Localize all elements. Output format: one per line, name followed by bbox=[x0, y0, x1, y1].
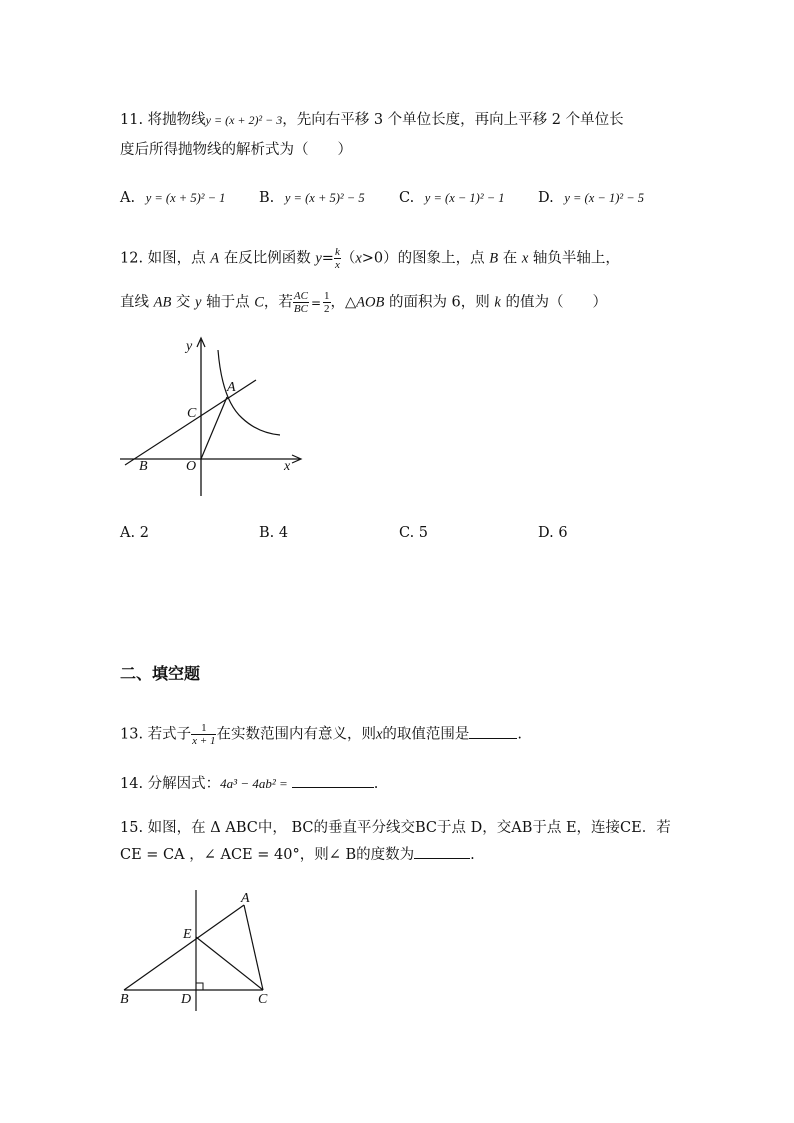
q12-option-c[interactable]: C. 5 bbox=[399, 525, 429, 541]
label-d: D bbox=[181, 992, 192, 1007]
q14-answer-blank[interactable] bbox=[292, 773, 374, 788]
label-x: x bbox=[284, 459, 291, 474]
q12-figure bbox=[110, 330, 320, 500]
q12-text: 的值为（ ） bbox=[500, 294, 607, 311]
q12-text: ，若 bbox=[263, 294, 293, 311]
fraction-denominator: x + 1 bbox=[192, 735, 216, 747]
fraction-denominator: BC bbox=[293, 303, 308, 315]
q12-point-b: B bbox=[489, 250, 499, 267]
option-expression: y = (x + 5)² − 1 bbox=[145, 191, 226, 205]
q11-line1 bbox=[120, 110, 624, 130]
option-expression: y = (x − 1)² − 1 bbox=[424, 191, 505, 205]
q12-line2 bbox=[120, 290, 607, 315]
section-title: 二、填空题 bbox=[120, 664, 201, 683]
label-e: E bbox=[183, 927, 192, 942]
q12-text: ，△ bbox=[330, 294, 357, 311]
option-expression: y = (x − 1)² − 5 bbox=[564, 191, 645, 205]
q11-option-a[interactable] bbox=[120, 188, 225, 208]
q12-text: 在 bbox=[498, 250, 522, 267]
option-expression: y = (x + 5)² − 5 bbox=[284, 191, 365, 205]
q14-expression: 4a³ − 4ab² = bbox=[220, 776, 288, 791]
label-c: C bbox=[187, 406, 197, 421]
fraction-numerator: k bbox=[334, 246, 340, 258]
q11-line2: 度后所得抛物线的解析式为（ ） bbox=[120, 142, 352, 158]
q12-text: 的面积为 6，则 bbox=[384, 294, 495, 311]
right-angle-mark bbox=[196, 983, 203, 990]
q13-fraction bbox=[191, 722, 216, 747]
option-label: D. bbox=[538, 190, 554, 206]
q15-line2 bbox=[120, 844, 475, 865]
label-c: C bbox=[258, 992, 268, 1007]
q12-var-y: y bbox=[315, 250, 322, 267]
fraction-numerator: 1 bbox=[324, 290, 330, 302]
segment-oa bbox=[201, 397, 227, 459]
q13-period: . bbox=[517, 726, 523, 743]
q12-text: 交 bbox=[171, 294, 196, 311]
q15-period: . bbox=[470, 847, 475, 863]
q12-line1 bbox=[120, 246, 620, 271]
q12-text: 在反比例函数 bbox=[219, 250, 316, 267]
q11-option-b[interactable] bbox=[259, 188, 365, 208]
q12-text: 12. 如图，点 bbox=[120, 250, 211, 267]
q12-text: 轴于点 bbox=[201, 294, 255, 311]
q12-fraction-k-over-x bbox=[334, 246, 341, 271]
q12-text: >0）的图象上，点 bbox=[361, 250, 490, 267]
q11-option-c[interactable] bbox=[399, 188, 505, 208]
q11-number-text: 11. 将抛物线 bbox=[120, 112, 206, 128]
q12-text: 直线 bbox=[120, 294, 154, 311]
fraction-numerator: 1 bbox=[191, 722, 216, 735]
q14-text: 14. 分解因式： bbox=[120, 776, 221, 792]
option-label: A. bbox=[120, 190, 136, 206]
q15-line1: 15. 如图，在 Δ ABC中， BC的垂直平分线交BC于点 D，交AB于点 E，连接CE．若 bbox=[120, 820, 671, 836]
q12-text: 轴负半轴上， bbox=[528, 250, 620, 267]
label-o: O bbox=[186, 459, 197, 474]
q12-var-y: y bbox=[195, 294, 202, 311]
label-a: A bbox=[227, 380, 236, 395]
q15-figure bbox=[110, 885, 290, 1015]
q13-var-x: x bbox=[375, 726, 383, 743]
q15-answer-blank[interactable] bbox=[414, 844, 470, 859]
fraction-numerator: AC bbox=[293, 290, 308, 302]
q12-option-a[interactable]: A. 2 bbox=[120, 525, 149, 541]
line-ab bbox=[125, 380, 256, 465]
q14-line bbox=[120, 773, 378, 794]
label-b: B bbox=[120, 992, 129, 1007]
q12-equals: = bbox=[321, 250, 334, 267]
q13-answer-blank[interactable] bbox=[469, 724, 517, 739]
q12-var-k: k bbox=[494, 294, 501, 311]
q12-var-x: x bbox=[521, 250, 529, 267]
q12-equals: = bbox=[310, 295, 321, 310]
q12-text: （ bbox=[340, 250, 356, 267]
q15-text: CE = CA ，∠ ACE = 40°，则∠ B的度数为 bbox=[120, 847, 415, 863]
q11-option-d[interactable] bbox=[538, 188, 644, 208]
option-label: B. bbox=[259, 190, 275, 206]
label-b: B bbox=[139, 459, 148, 474]
q12-fraction-ac-bc bbox=[293, 290, 309, 315]
q12-option-d[interactable]: D. 6 bbox=[538, 525, 568, 541]
fraction-denominator: x bbox=[334, 259, 340, 271]
q12-triangle-aob: AOB bbox=[356, 294, 385, 311]
fraction-denominator: 2 bbox=[324, 303, 330, 315]
q12-line-ab: AB bbox=[153, 294, 172, 311]
label-y: y bbox=[186, 339, 193, 354]
segment-ba bbox=[124, 905, 244, 990]
q13-line bbox=[120, 722, 522, 747]
q13-text: 13. 若式子 bbox=[120, 726, 192, 743]
q12-option-b[interactable]: B. 4 bbox=[259, 525, 289, 541]
option-label: C. bbox=[399, 190, 415, 206]
q14-period: . bbox=[373, 776, 379, 792]
q12-var-x: x bbox=[355, 250, 362, 267]
q12-point-a: A bbox=[210, 250, 220, 267]
q12-point-c: C bbox=[254, 294, 264, 311]
q11-text: ，先向右平移 3 个单位长度，再向上平移 2 个单位长 bbox=[282, 112, 624, 128]
q13-text: 在实数范围内有意义，则 bbox=[216, 726, 376, 743]
q11-expression: y = (x + 2)² − 3 bbox=[205, 113, 283, 127]
label-a: A bbox=[241, 891, 250, 906]
q12-fraction-half bbox=[323, 290, 331, 315]
q13-text: 的取值范围是 bbox=[382, 726, 470, 743]
